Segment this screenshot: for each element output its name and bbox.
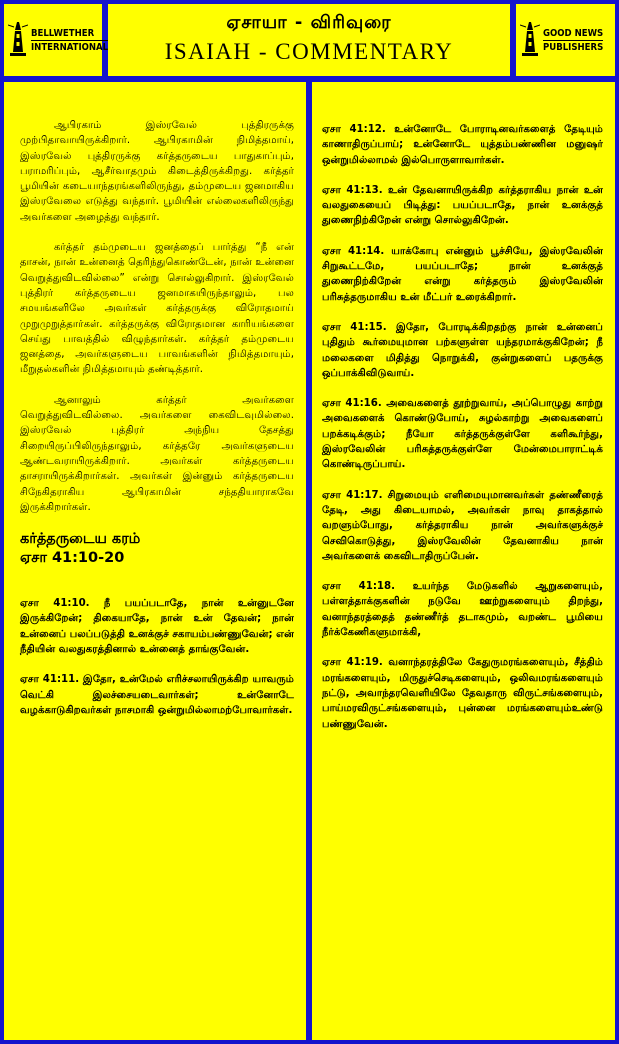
verse-paragraph: ஏசா 41:13. உன் தேவனாயிருக்கிற கர்த்தராகிய நான் உன் வலதுகையைப் பிடித்து: பயப்படாதே, நான் உனக்குத் துணைநிற்கிறேன் என்று சொல்லுகிறேன். bbox=[322, 184, 603, 227]
page-header bbox=[108, 4, 510, 76]
verse-paragraph: ஏசா 41:11. இதோ, உன்மேல் எரிச்சலாயிருக்கிற யாவரும் வெட்கி இலச்சையடைவார்கள்; உன்னோடே வழக்காடுகிறவர்கள் நாசமாகி ஒன்றுமில்லாமற்போவார்கள். bbox=[20, 674, 294, 716]
section-heading bbox=[20, 530, 294, 568]
section-heading-title: கர்த்தருடைய கரம் bbox=[20, 531, 141, 548]
bellwether-logo bbox=[4, 4, 109, 76]
lighthouse-icon bbox=[8, 20, 28, 60]
logo-right-panel bbox=[516, 4, 615, 76]
logo-left-panel bbox=[4, 4, 109, 76]
verse-paragraph: ஏசா 41:10. நீ பயப்படாதே, நான் உன்னுடனே இருக்கிறேன்; திகையாதே, நான் உன் தேவன்; நான் உன்னைப் பலப்படுத்தி உனக்குச் சகாயம்பண்ணுவேன்; என் நீதியின் வலதுகரத்தினால் உன்னைத் தாங்குவேன். bbox=[20, 598, 294, 656]
left-column bbox=[4, 82, 306, 1040]
verse-paragraph: ஏசா 41:18. உயர்ந்த மேடுகளில் ஆறுகளையும், பள்ளத்தாக்குகளின் நடுவே ஊற்றுகளையும் திறந்து, வனாந்தரத்தைத் தண்ணீர்த் தடாகமும், வறண்ட பூமியை நீர்க்கேணிகளுமாக்கி, bbox=[322, 581, 603, 639]
section-heading-reference: ஏசா 41:10-20 bbox=[20, 550, 125, 567]
logo-right-line2: PUBLISHERS bbox=[543, 41, 604, 53]
lighthouse-icon bbox=[520, 20, 540, 60]
verse-paragraph: ஏசா 41:17. சிறுமையும் எளிமையுமானவர்கள் தண்ணீரைத் தேடி, அது கிடையாமல், அவர்கள் நாவு தாகத்தால் வறளும்போது, கர்த்தராகிய நான் அவர்களுக்குச் செவிகொடுத்து, இஸ்ரவேலின் தேவனாகிய நான் அவர்களைக் கைவிடாதிருப்பேன். bbox=[322, 489, 603, 562]
good-news-logo bbox=[516, 4, 615, 76]
verse-paragraph: ஏசா 41:19. வனாந்தரத்திலே கேதுருமரங்களையும், சீத்திம் மரங்களையும், மிருதுச்செடிகளையும், ஒலிவமரங்களையும் நட்டு, அவாந்தரவெளியிலே தேவதாரு விருட்சங்களையும், பாய்மரவிருட்சங்களையும், புன்னை மரங்களையும்உண்டு பண்ணுவேன். bbox=[322, 657, 603, 730]
verse-paragraph: ஏசா 41:16. அவைகளைத் தூற்றுவாய், அப்பொழுது காற்று அவைகளைக் கொண்டுபோய், சுழல்காற்று அவைகளைப் பறக்கடிக்கும்; நீயோ கர்த்தருக்குள்ளே களிகூர்ந்து, இஸ்ரவேலின் பரிசுத்தருக்குள்ளே மேன்மைபாராட்டிக் கொண்டிருப்பாய். bbox=[322, 398, 603, 471]
right-column bbox=[312, 82, 615, 1040]
logo-left-line1: BELLWETHER bbox=[31, 27, 108, 41]
logo-right-line1: GOOD NEWS bbox=[543, 27, 604, 39]
commentary-paragraph: கர்த்தர் தம்முடைய ஜனத்தைப் பார்த்து “நீ என் தாசன், நான் உன்னைத் தெரிந்துகொண்டேன், நான் உன்னை வெறுத்துவிடவில்லை” என்று சொல்லுகிறார். இஸ்ரவேல் புத்திரர் கர்த்தருடைய ஜனமாகயிருந்தாலும், பல சமயங்களிலே அவர்கள் கர்த்தருக்கு விரோதமாய் முறுமுறுத்தார்கள். கர்த்தருக்கு விரோதமான காரியங்களை செய்து பாவத்தில் விழுந்தார்கள். கர்த்தர் தம்முடைய ஜனத்தை, அவர்களுடைய பாவங்களின் நிமித்தமாயும், மீறுதல்களின் நிமித்தமாயும் தண்டித்தார். bbox=[20, 242, 294, 376]
title-english: ISAIAH - COMMENTARY bbox=[164, 39, 454, 64]
title-tamil: ஏசாயா - விரிவுரை bbox=[226, 12, 392, 33]
verse-paragraph: ஏசா 41:14. யாக்கோபு என்னும் பூச்சியே, இஸ்ரவேலின் சிறுகூட்டமே, பயப்படாதே; நான் உனக்குத் துணைநிற்கிறேன் என்று கர்த்தரும் இஸ்ரவேலின் பரிசுத்தருமாகிய உன் மீட்பர் உரைக்கிறார். bbox=[322, 245, 603, 303]
verse-paragraph: ஏசா 41:15. இதோ, போரடிக்கிறதற்கு நான் உன்னைப் புதிதும் கூர்மையுமான பற்களுள்ள யந்தரமாக்குகிறேன்; நீ மலைகளை மிதித்து நொறுக்கி, குன்றுகளைப் பதருக்கு ஒப்பாக்கிவிடுவாய். bbox=[322, 321, 603, 379]
commentary-paragraph: ஆனாலும் கர்த்தர் அவர்களை வெறுத்துவிடவில்லை. அவர்களை கைவிடவுமில்லை. இஸ்ரவேல் புத்திரர் அந்நிய தேசத்து சிறையிருப்பிலிருந்தாலும், கர்த்தரே அவர்களுடைய ஆண்டவராயிருக்கிறார். அவர்கள் கர்த்தருடைய தாசராயிருக்கிறார்கள். அவர்கள் இன்னும் கர்த்தருடைய சிநேகிதராகிய ஆபிரகாமின் சந்ததியாராகவே இருக்கிறார்கள். bbox=[20, 394, 294, 513]
verse-paragraph: ஏசா 41:12. உன்னோடே போராடினவர்களைத் தேடியும் காணாதிருப்பாய்; உன்னோடே யுத்தம்பண்ணின மனுஷர் ஒன்றுமில்லாமல் இல்பொருளாவார்கள். bbox=[322, 124, 603, 166]
commentary-paragraph: ஆபிரகாம் இஸ்ரவேல் புத்திரருக்கு முற்பிதாவாயிருக்கிறார். ஆபிரகாமின் நிமித்தமாய், இஸ்ரவேல் புத்திரருக்கு கர்த்தருடைய பாதுகாப்பும், பராமரிப்பும், ஆசீர்வாதமும் கிடைத்திருக்கிறது. கர்த்தர் பூமியின் கடையாந்தரங்களிலிருந்து, தம்முடைய ஜனமாகிய இஸ்ரவேலை எடுத்து வந்தார். பூமியின் எல்லைகளிலிருந்து அவர்களை அழைத்து வந்தார். bbox=[20, 120, 294, 223]
logo-left-line2: INTERNATIONAL bbox=[31, 41, 109, 53]
